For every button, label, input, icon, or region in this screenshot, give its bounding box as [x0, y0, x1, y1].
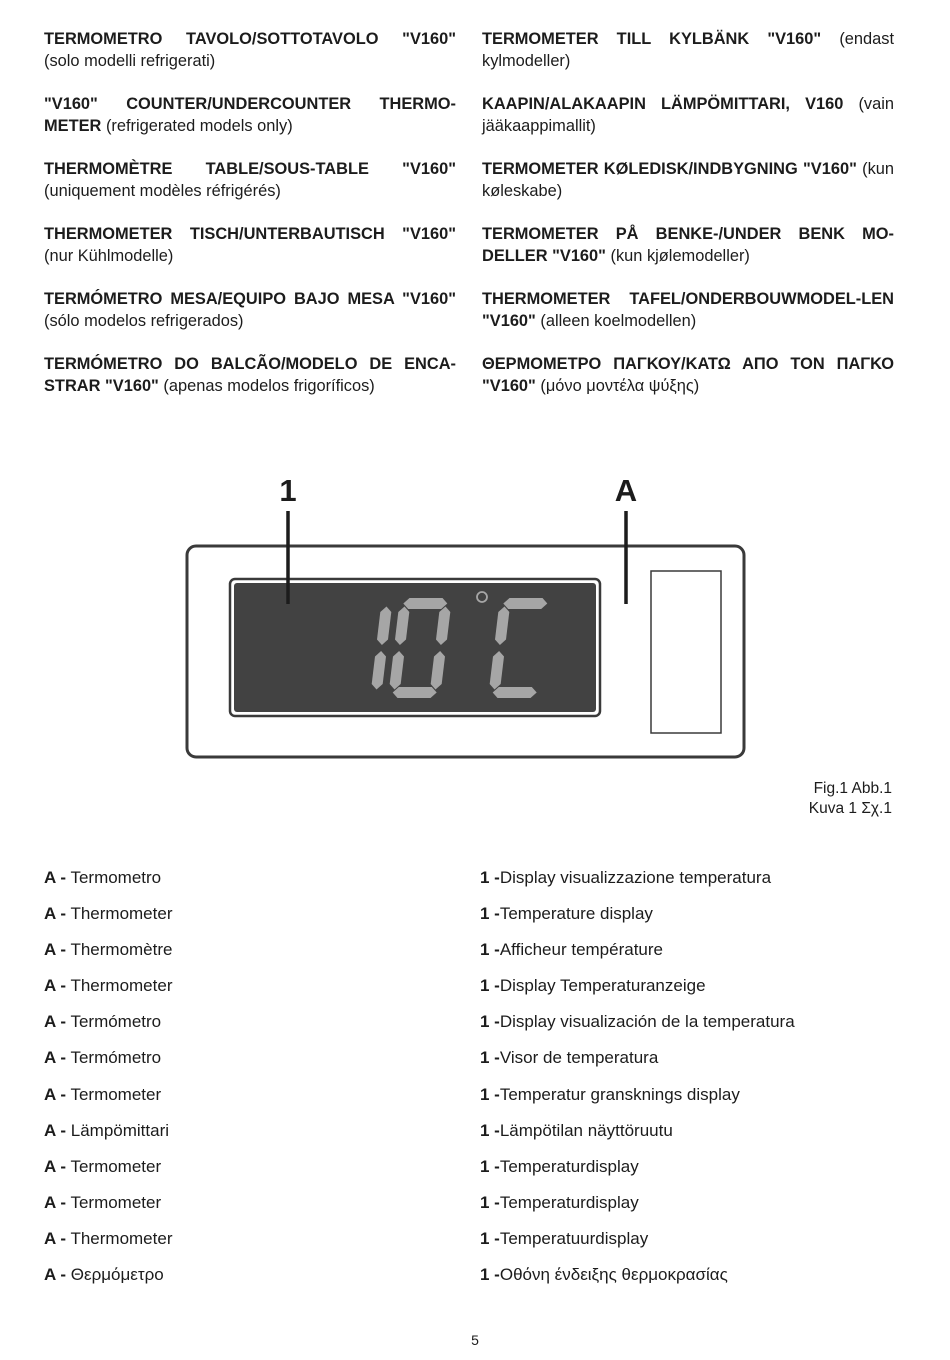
figure-caption-line-2: Kuva 1 Σχ.1: [808, 800, 892, 817]
legend-1-item: 1 -Display Temperaturanzeige: [480, 976, 706, 996]
heading-portuguese: TERMÓMETRO DO BALCÃO/MODELO DE ENCA-STRAR "V160" (apenas modelos frigoríficos): [44, 355, 456, 395]
heading-italian: TERMOMETRO TAVOLO/SOTTOTAVOLO "V160" (solo modelli refrigerati): [44, 30, 456, 70]
heading-greek: ΘΕΡΜΟΜΕΤΡΟ ΠΑΓΚΟΥ/ΚΑΤΩ ΑΠΟ ΤΟΝ ΠΑΓΚΟ "V160" (μόνο μοντέλα ψύξης): [482, 355, 894, 395]
legend-a-column: [44, 866, 456, 1299]
heading-german: THERMOMETER TISCH/UNTERBAUTISCH "V160" (nur Kühlmodelle): [44, 225, 456, 265]
digit-2-segment-d: [393, 687, 437, 698]
legend-a-item: A - Θερμόμετρο: [44, 1265, 164, 1285]
legend-1-item: 1 -Temperaturdisplay: [480, 1156, 639, 1176]
figure-caption-line-1: Fig.1 Abb.1: [813, 780, 892, 797]
legend-1-item: 1 -Temperaturdisplay: [480, 1192, 639, 1212]
legend-1-item: 1 -Temperature display: [480, 904, 653, 924]
legend-1-item: 1 -Lämpötilan näyttöruutu: [480, 1120, 673, 1140]
figure-caption: [809, 779, 892, 819]
legend-1-item: 1 -Visor de temperatura: [480, 1048, 659, 1068]
label-a: A: [614, 473, 638, 508]
legend-a-item: A - Lämpömittari: [44, 1120, 170, 1140]
legend-a-item: A - Termómetro: [44, 1048, 162, 1068]
legend-1-column: [480, 866, 894, 1299]
heading-finnish: KAAPIN/ALAKAAPIN LÄMPÖMITTARI, V160 (vain jääkaappimallit): [482, 95, 894, 135]
legend-a-item: A - Thermometer: [44, 1228, 173, 1248]
unit-segment-d: [493, 687, 537, 698]
headings: [44, 28, 894, 418]
unit-segment-a: [503, 598, 547, 609]
legend-a-item: A - Termometer: [44, 1084, 162, 1104]
legend-a-item: A - Termometer: [44, 1156, 162, 1176]
legend-a-item: A - Thermometer: [44, 904, 173, 924]
heading-english: "V160" COUNTER/UNDERCOUNTER THERMO-METER (refrigerated models only): [44, 95, 456, 135]
legend: [44, 866, 894, 1299]
legend-a-item: A - Termometro: [44, 868, 162, 887]
thermometer-figure: [0, 455, 950, 775]
legend-a-item: A - Thermometer: [44, 976, 173, 996]
heading-danish: TERMOMETER KØLEDISK/INDBYGNING "V160" (kun køleskabe): [482, 160, 894, 200]
heading-swedish: TERMOMETER TILL KYLBÄNK "V160" (endast kylmodeller): [482, 30, 894, 70]
heading-norwegian: TERMOMETER PÅ BENKE-/UNDER BENK MO-DELLER "V160" (kun kjølemodeller): [482, 225, 894, 265]
legend-1-item: 1 -Display visualización de la temperatura: [480, 1012, 795, 1032]
thermometer-window: [651, 571, 721, 733]
legend-a-item: A - Termometer: [44, 1192, 162, 1212]
legend-1-item: 1 -Temperatuurdisplay: [480, 1228, 649, 1248]
legend-1-item: 1 -Afficheur température: [480, 940, 664, 960]
page-number: 5: [471, 1332, 479, 1348]
legend-1-item: 1 -Display visualizzazione temperatura: [480, 868, 772, 887]
heading-french: THERMOMÈTRE TABLE/SOUS-TABLE "V160" (uniquement modèles réfrigérés): [44, 160, 456, 200]
heading-dutch: THERMOMETER TAFEL/ONDERBOUWMODEL-LEN "V160" (alleen koelmodellen): [482, 290, 894, 330]
digit-2-segment-a: [403, 598, 447, 609]
legend-a-item: A - Thermomètre: [44, 940, 173, 960]
legend-a-item: A - Termómetro: [44, 1012, 162, 1032]
heading-spanish: TERMÓMETRO MESA/EQUIPO BAJO MESA "V160" (sólo modelos refrigerados): [44, 290, 456, 330]
headings-right-column: [482, 28, 894, 418]
legend-1-item: 1 -Temperatur gransknings display: [480, 1084, 740, 1104]
legend-1-item: 1 -Οθόνη ένδειξης θερμοκρασίας: [480, 1265, 728, 1285]
label-1: 1: [279, 473, 297, 508]
headings-left-column: [44, 28, 456, 418]
